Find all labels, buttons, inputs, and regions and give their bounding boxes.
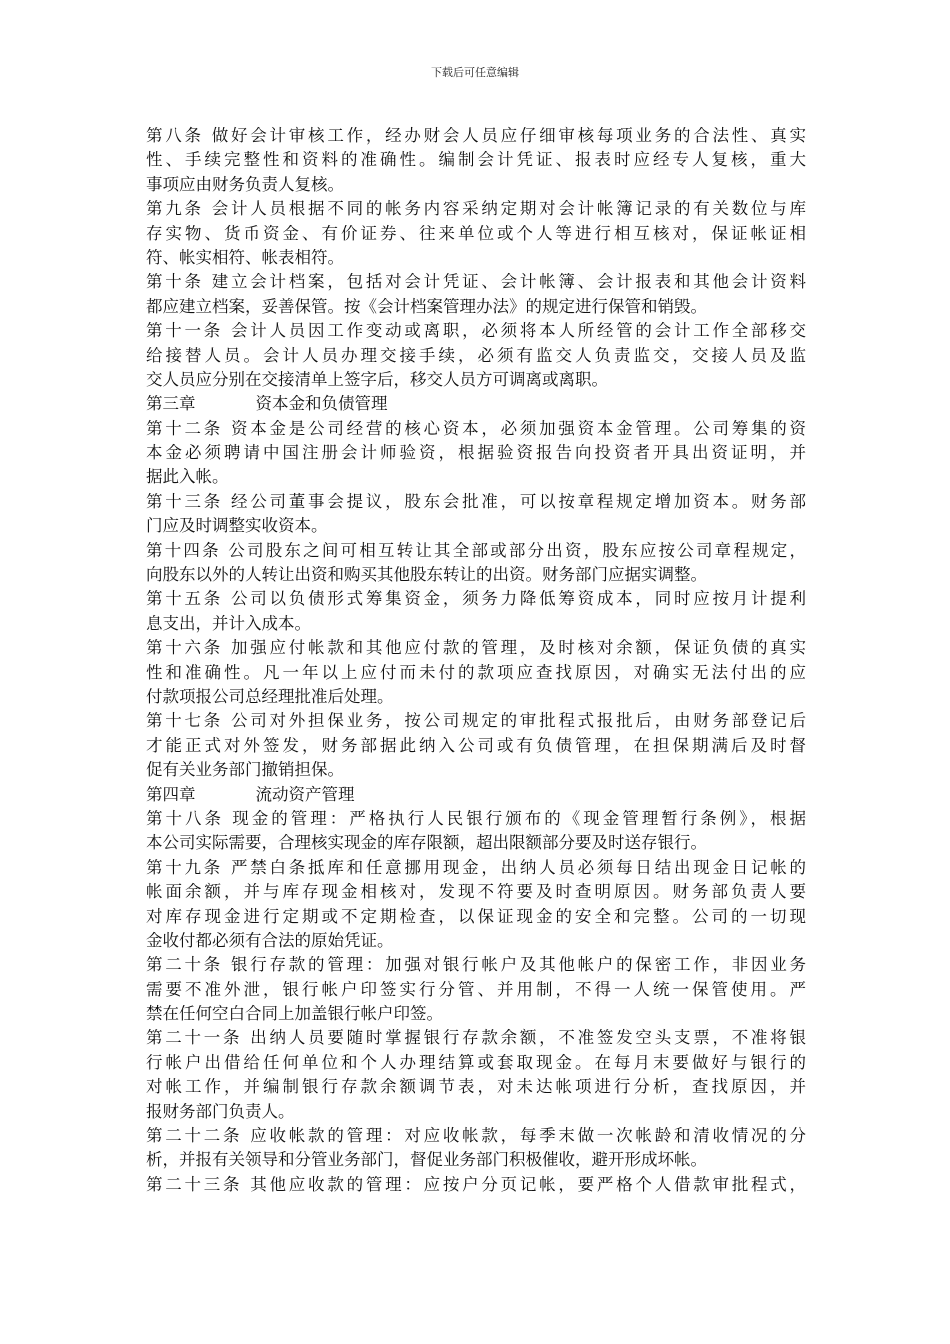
article-text-line: 性和准确性。凡一年以上应付而未付的款项应查找原因，对确实无法付出的应: [146, 662, 806, 682]
article-text-line: 对帐工作，并编制银行存款余额调节表，对未达帐项进行分析，查找原因，并: [146, 1077, 806, 1097]
article-text-line: 交人员应分别在交接清单上签字后，移交人员方可调离或离职。: [146, 369, 608, 389]
chapter-heading: [146, 392, 806, 416]
article-text-line: 第十七条 公司对外担保业务，按公司规定的审批程式报批后，由财务部登记后: [146, 711, 806, 731]
article-text-line: 都应建立档案，妥善保管。按《会计档案管理办法》的规定进行保管和销毁。: [146, 296, 707, 316]
article-text-line: 向股东以外的人转让出资和购买其他股东转让的出资。财务部门应据实调整。: [146, 565, 707, 585]
article-text-line: 付款项报公司总经理批准后处理。: [146, 686, 394, 706]
article-text-line: 第二十三条 其他应收款的管理：应按户分页记帐，要严格个人借款审批程式，: [146, 1174, 806, 1194]
article-text-line: 禁在任何空白合同上加盖银行帐户印签。: [146, 1004, 443, 1024]
article-text-line: 第十二条 资本金是公司经营的核心资本，必须加强资本金管理。公司筹集的资: [146, 418, 806, 438]
chapter-title: 资本金和负债管理: [255, 394, 388, 414]
article-text-line: 第十条 建立会计档案，包括对会计凭证、会计帐簿、会计报表和其他会计资料: [146, 272, 806, 292]
article-text-line: 存实物、货币资金、有价证券、往来单位或个人等进行相互核对，保证帐证相: [146, 223, 806, 243]
article-text-line: 据此入帐。: [146, 467, 229, 487]
article-text-line: 第十九条 严禁白条抵库和任意挪用现金，出纳人员必须每日结出现金日记帐的: [146, 857, 806, 877]
article-text-line: 才能正式对外签发，财务部据此纳入公司或有负债管理，在担保期满后及时督: [146, 735, 806, 755]
article-text-line: 第二十条 银行存款的管理：加强对银行帐户及其他帐户的保密工作，非因业务: [146, 955, 806, 975]
article-text-line: 符、帐实相符、帐表相符。: [146, 247, 344, 267]
document-body: [146, 124, 806, 1197]
article-text-line: 门应及时调整实收资本。: [146, 516, 328, 536]
article-text-line: 析，并报有关领导和分管业务部门，督促业务部门积极催收，避开形成坏帐。: [146, 1150, 707, 1170]
article-text-line: 第十五条 公司以负债形式筹集资金，须务力降低筹资成本，同时应按月计提利: [146, 589, 806, 609]
article-text-line: 第九条 会计人员根据不同的帐务内容采纳定期对会计帐簿记录的有关数位与库: [146, 199, 806, 219]
article-text-line: 第二十二条 应收帐款的管理：对应收帐款，每季末做一次帐龄和清收情况的分: [146, 1126, 806, 1146]
chapter-number: 第四章: [146, 784, 196, 804]
article-text-line: 第十一条 会计人员因工作变动或离职，必须将本人所经管的会计工作全部移交: [146, 321, 806, 341]
article-text-line: 第十三条 经公司董事会提议，股东会批准，可以按章程规定增加资本。财务部: [146, 491, 806, 511]
article-text-line: 性、手续完整性和资料的准确性。编制会计凭证、报表时应经专人复核，重大: [146, 150, 806, 170]
article-text-line: 本公司实际需要，合理核实现金的库存限额，超出限额部分要及时送存银行。: [146, 833, 707, 853]
page-header: 下载后可任意编辑: [431, 66, 519, 79]
chapter-heading: [146, 783, 806, 807]
article-text-line: 对库存现金进行定期或不定期检查，以保证现金的安全和完整。公司的一切现: [146, 906, 806, 926]
article-text-line: 本金必须聘请中国注册会计师验资，根据验资报告向投资者开具出资证明，并: [146, 443, 806, 463]
article-text-line: 第八条 做好会计审核工作，经办财会人员应仔细审核每项业务的合法性、真实: [146, 126, 806, 145]
article-text-line: 金收付都必须有合法的原始凭证。: [146, 930, 394, 950]
article-text-line: 第十四条 公司股东之间可相互转让其全部或部分出资，股东应按公司章程规定，: [146, 540, 806, 560]
article-text-line: 第二十一条 出纳人员要随时掌握银行存款余额，不准签发空头支票，不准将银: [146, 1028, 806, 1048]
article-text-line: 息支出，并计入成本。: [146, 613, 311, 633]
article-text-line: 第十六条 加强应付帐款和其他应付款的管理，及时核对余额，保证负债的真实: [146, 638, 806, 658]
chapter-number: 第三章: [146, 394, 196, 414]
article-text-line: 第十八条 现金的管理：严格执行人民银行颁布的《现金管理暂行条例》，根据: [146, 808, 806, 828]
chapter-title: 流动资产管理: [255, 784, 355, 804]
article-text-line: 帐面余额，并与库存现金相核对，发现不符要及时查明原因。财务部负责人要: [146, 882, 806, 902]
article-text-line: 促有关业务部门撤销担保。: [146, 760, 344, 780]
article-text-line: 需要不准外泄，银行帐户印签实行分管、并用制，不得一人统一保管使用。严: [146, 979, 806, 999]
article-text-line: 给接替人员。会计人员办理交接手续，必须有监交人负责监交，交接人员及监: [146, 345, 806, 365]
article-text-line: 行帐户出借给任何单位和个人办理结算或套取现金。在每月末要做好与银行的: [146, 1052, 806, 1072]
article-text-line: 报财务部门负责人。: [146, 1101, 295, 1121]
article-text-line: 事项应由财务负责人复核。: [146, 174, 344, 194]
